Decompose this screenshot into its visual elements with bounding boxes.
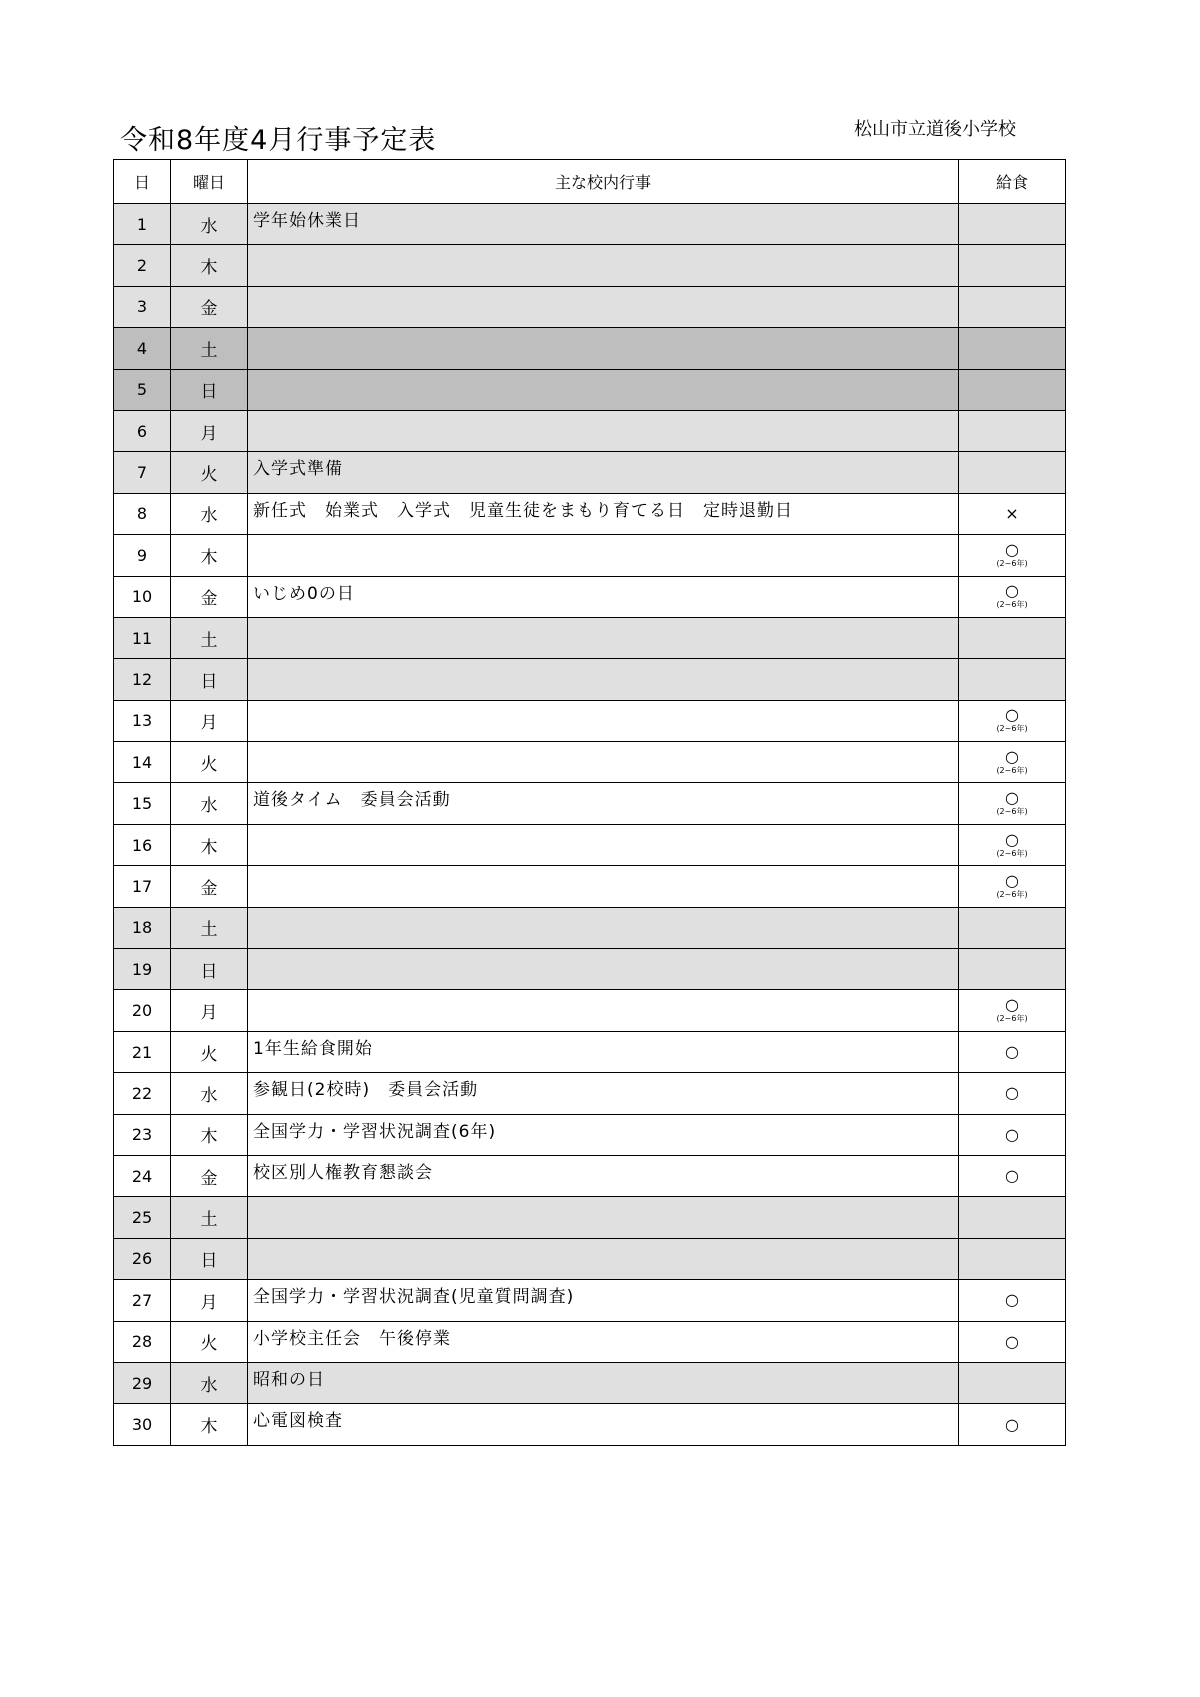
lunch-grade-note: (2~6年) — [996, 600, 1028, 610]
weekday-cell: 月 — [171, 1280, 248, 1321]
table-row — [114, 1155, 1066, 1196]
lunch-cell — [959, 452, 1066, 493]
weekday-cell: 火 — [171, 1321, 248, 1362]
table-row — [114, 328, 1066, 369]
weekday-cell: 日 — [171, 1238, 248, 1279]
table-row — [114, 286, 1066, 327]
weekday-cell: 金 — [171, 576, 248, 617]
day-cell: 16 — [114, 824, 171, 865]
day-cell: 11 — [114, 617, 171, 658]
event-cell — [248, 1197, 959, 1238]
lunch-cell — [959, 700, 1066, 741]
event-cell — [248, 286, 959, 327]
weekday-cell: 日 — [171, 369, 248, 410]
lunch-cell — [959, 866, 1066, 907]
day-cell: 19 — [114, 949, 171, 990]
event-cell — [248, 245, 959, 286]
table-row — [114, 824, 1066, 865]
event-cell — [248, 742, 959, 783]
day-cell: 30 — [114, 1404, 171, 1445]
school-name: 松山市立道後小学校 — [854, 119, 1016, 140]
table-header-row — [114, 160, 1066, 204]
lunch-cell — [959, 410, 1066, 451]
weekday-cell: 水 — [171, 1362, 248, 1403]
table-row — [114, 493, 1066, 534]
weekday-cell: 木 — [171, 1114, 248, 1155]
schedule-body — [114, 204, 1066, 1446]
event-cell — [248, 617, 959, 658]
event-cell: 昭和の日 — [248, 1362, 959, 1403]
lunch-mark: ○ — [1005, 1042, 1019, 1061]
weekday-cell: 水 — [171, 1073, 248, 1114]
lunch-grade-note: (2~6年) — [996, 558, 1028, 568]
day-cell: 8 — [114, 493, 171, 534]
weekday-cell: 木 — [171, 824, 248, 865]
weekday-cell: 土 — [171, 1197, 248, 1238]
weekday-cell: 土 — [171, 617, 248, 658]
table-row — [114, 204, 1066, 245]
lunch-mark: ○ — [1005, 1290, 1019, 1310]
day-cell: 15 — [114, 783, 171, 824]
lunch-grade-note: (2~6年) — [996, 848, 1028, 858]
day-cell: 23 — [114, 1114, 171, 1155]
lunch-mark: ○ — [1005, 539, 1019, 559]
column-header-lunch: 給食 — [959, 160, 1066, 204]
lunch-cell — [959, 742, 1066, 783]
table-row — [114, 866, 1066, 907]
lunch-mark: ○ — [1005, 1414, 1019, 1434]
event-cell: 参観日(2校時) 委員会活動 — [248, 1073, 959, 1114]
day-cell: 5 — [114, 369, 171, 410]
lunch-cell — [959, 1155, 1066, 1196]
table-row — [114, 576, 1066, 617]
table-row — [114, 1238, 1066, 1279]
event-cell — [248, 659, 959, 700]
column-header-weekday: 曜日 — [171, 160, 248, 204]
lunch-cell — [959, 535, 1066, 576]
day-cell: 3 — [114, 286, 171, 327]
day-cell: 29 — [114, 1362, 171, 1403]
table-row — [114, 1197, 1066, 1238]
event-cell: いじめ0の日 — [248, 576, 959, 617]
lunch-mark: ○ — [1005, 581, 1019, 601]
lunch-cell — [959, 286, 1066, 327]
day-cell: 12 — [114, 659, 171, 700]
lunch-mark: ○ — [1005, 1124, 1019, 1144]
weekday-cell: 金 — [171, 1155, 248, 1196]
event-cell: 心電図検査 — [248, 1404, 959, 1445]
lunch-cell — [959, 659, 1066, 700]
column-header-events: 主な校内行事 — [248, 160, 959, 204]
day-cell: 7 — [114, 452, 171, 493]
weekday-cell: 木 — [171, 535, 248, 576]
table-row — [114, 410, 1066, 451]
table-row — [114, 700, 1066, 741]
lunch-cell — [959, 1238, 1066, 1279]
lunch-mark: × — [1005, 503, 1019, 523]
lunch-mark: ○ — [1005, 1166, 1019, 1186]
day-cell: 25 — [114, 1197, 171, 1238]
weekday-cell: 土 — [171, 328, 248, 369]
day-cell: 20 — [114, 990, 171, 1031]
weekday-cell: 水 — [171, 204, 248, 245]
day-cell: 13 — [114, 700, 171, 741]
weekday-cell: 火 — [171, 742, 248, 783]
table-row — [114, 1280, 1066, 1321]
lunch-grade-note: (2~6年) — [996, 1014, 1028, 1024]
table-row — [114, 1404, 1066, 1445]
weekday-cell: 日 — [171, 949, 248, 990]
weekday-cell: 金 — [171, 286, 248, 327]
weekday-cell: 日 — [171, 659, 248, 700]
day-cell: 18 — [114, 907, 171, 948]
table-row — [114, 245, 1066, 286]
day-cell: 6 — [114, 410, 171, 451]
table-row — [114, 659, 1066, 700]
lunch-cell — [959, 1197, 1066, 1238]
weekday-cell: 月 — [171, 990, 248, 1031]
lunch-cell — [959, 576, 1066, 617]
table-row — [114, 1031, 1066, 1072]
event-cell — [248, 866, 959, 907]
schedule-table — [113, 159, 1066, 1446]
table-row — [114, 742, 1066, 783]
lunch-cell — [959, 1280, 1066, 1321]
lunch-cell — [959, 617, 1066, 658]
event-cell: 入学式準備 — [248, 452, 959, 493]
lunch-cell — [959, 369, 1066, 410]
day-cell: 17 — [114, 866, 171, 907]
table-row — [114, 990, 1066, 1031]
day-cell: 1 — [114, 204, 171, 245]
table-row — [114, 617, 1066, 658]
lunch-cell — [959, 1114, 1066, 1155]
day-cell: 28 — [114, 1321, 171, 1362]
day-cell: 14 — [114, 742, 171, 783]
lunch-grade-note: (2~6年) — [996, 765, 1028, 775]
lunch-cell — [959, 949, 1066, 990]
weekday-cell: 金 — [171, 866, 248, 907]
weekday-cell: 木 — [171, 1404, 248, 1445]
page-title: 令和8年度4月行事予定表 — [120, 125, 437, 156]
table-row — [114, 535, 1066, 576]
lunch-mark: ○ — [1005, 1083, 1019, 1103]
table-row — [114, 1114, 1066, 1155]
day-cell: 27 — [114, 1280, 171, 1321]
event-cell — [248, 1238, 959, 1279]
weekday-cell: 月 — [171, 410, 248, 451]
table-row — [114, 452, 1066, 493]
lunch-mark: ○ — [1005, 995, 1019, 1015]
lunch-cell — [959, 493, 1066, 534]
day-cell: 2 — [114, 245, 171, 286]
table-row — [114, 1073, 1066, 1114]
event-cell — [248, 410, 959, 451]
weekday-cell: 月 — [171, 700, 248, 741]
weekday-cell: 水 — [171, 783, 248, 824]
lunch-cell — [959, 328, 1066, 369]
lunch-cell — [959, 990, 1066, 1031]
event-cell: 道後タイム 委員会活動 — [248, 783, 959, 824]
lunch-mark: ○ — [1005, 788, 1019, 808]
lunch-grade-note: (2~6年) — [996, 724, 1028, 734]
event-cell — [248, 824, 959, 865]
lunch-cell — [959, 1362, 1066, 1403]
day-cell: 10 — [114, 576, 171, 617]
day-cell: 24 — [114, 1155, 171, 1196]
event-cell — [248, 535, 959, 576]
table-row — [114, 369, 1066, 410]
day-cell: 9 — [114, 535, 171, 576]
lunch-mark: ○ — [1005, 870, 1019, 890]
event-cell — [248, 700, 959, 741]
lunch-mark: ○ — [1005, 705, 1019, 725]
lunch-cell — [959, 783, 1066, 824]
weekday-cell: 火 — [171, 1031, 248, 1072]
lunch-cell — [959, 824, 1066, 865]
lunch-cell — [959, 1321, 1066, 1362]
table-row — [114, 1362, 1066, 1403]
event-cell: 校区別人権教育懇談会 — [248, 1155, 959, 1196]
event-cell — [248, 369, 959, 410]
day-cell: 4 — [114, 328, 171, 369]
weekday-cell: 木 — [171, 245, 248, 286]
weekday-cell: 土 — [171, 907, 248, 948]
event-cell — [248, 949, 959, 990]
day-cell: 26 — [114, 1238, 171, 1279]
event-cell — [248, 990, 959, 1031]
weekday-cell: 水 — [171, 493, 248, 534]
lunch-mark: ○ — [1005, 829, 1019, 849]
event-cell: 学年始休業日 — [248, 204, 959, 245]
column-header-day: 日 — [114, 160, 171, 204]
lunch-grade-note: (2~6年) — [996, 807, 1028, 817]
lunch-cell — [959, 1031, 1066, 1072]
lunch-grade-note: (2~6年) — [996, 889, 1028, 899]
lunch-mark: ○ — [1005, 1331, 1019, 1351]
lunch-cell — [959, 1073, 1066, 1114]
table-row — [114, 1321, 1066, 1362]
event-cell — [248, 907, 959, 948]
event-cell: 小学校主任会 午後停業 — [248, 1321, 959, 1362]
day-cell: 22 — [114, 1073, 171, 1114]
lunch-cell — [959, 1404, 1066, 1445]
lunch-cell — [959, 245, 1066, 286]
event-cell: 全国学力・学習状況調査(児童質問調査) — [248, 1280, 959, 1321]
lunch-mark: ○ — [1005, 746, 1019, 766]
event-cell: 新任式 始業式 入学式 児童生徒をまもり育てる日 定時退勤日 — [248, 493, 959, 534]
weekday-cell: 火 — [171, 452, 248, 493]
lunch-cell — [959, 907, 1066, 948]
event-cell: 全国学力・学習状況調査(6年) — [248, 1114, 959, 1155]
event-cell: 1年生給食開始 — [248, 1031, 959, 1072]
event-cell — [248, 328, 959, 369]
table-row — [114, 907, 1066, 948]
day-cell: 21 — [114, 1031, 171, 1072]
table-row — [114, 783, 1066, 824]
lunch-cell — [959, 204, 1066, 245]
table-row — [114, 949, 1066, 990]
